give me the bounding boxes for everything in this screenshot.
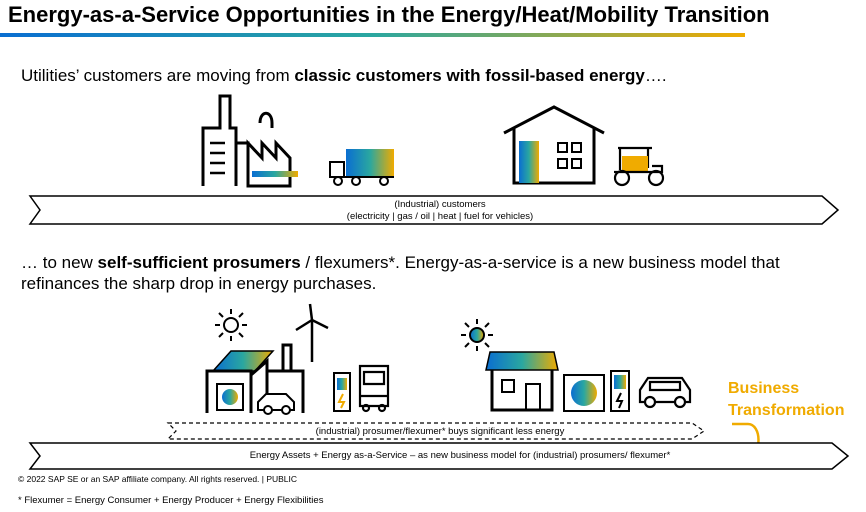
- copyright: © 2022 SAP SE or an SAP affiliate company. All rights reserved. | PUBLIC: [18, 474, 298, 484]
- transition-sentence: … to new self-sufficient prosumers / flexumers*. Energy-as-a-service is a new business model that refinances the sharp drop in energy purchases.: [21, 253, 780, 293]
- solar-house-icon: [482, 350, 562, 412]
- fan-icon: [217, 384, 243, 410]
- prosumer-dashed-arrow-label: (industrial) prosumer/flexumer* buys significant less energy: [315, 426, 565, 437]
- customers-arrow-label: (Industrial) customers (electricity | gas / oil | heat | fuel for vehicles): [346, 199, 534, 222]
- electric-truck-icon: [356, 362, 392, 412]
- car-icon: [636, 372, 694, 412]
- wallbox-icon: [610, 370, 632, 412]
- title-gradient-rule: [0, 33, 745, 37]
- truck-icon: [328, 147, 398, 187]
- heat-pump-icon: [563, 374, 605, 414]
- page-title: Energy-as-a-Service Opportunities in the Energy/Heat/Mobility Transition: [8, 2, 770, 27]
- charging-station-icon: [333, 372, 353, 412]
- house-icon: [502, 105, 606, 185]
- footnote: * Flexumer = Energy Consumer + Energy Producer + Energy Flexibilities: [18, 495, 324, 506]
- energy-assets-arrow-label: Energy Assets + Energy as-a-Service – as new business model for (industrial) prosumers/ flexumer*: [249, 450, 671, 461]
- vintage-car-icon: [612, 142, 668, 188]
- sun-icon: [214, 308, 248, 342]
- factory-icon: [200, 88, 310, 188]
- business-transformation-label: Business Transformation: [728, 380, 845, 419]
- solar-sun-icon: [460, 318, 494, 352]
- intro-sentence: Utilities’ customers are moving from classic customers with fossil-based energy….: [21, 66, 667, 85]
- electric-car-icon: [256, 390, 298, 416]
